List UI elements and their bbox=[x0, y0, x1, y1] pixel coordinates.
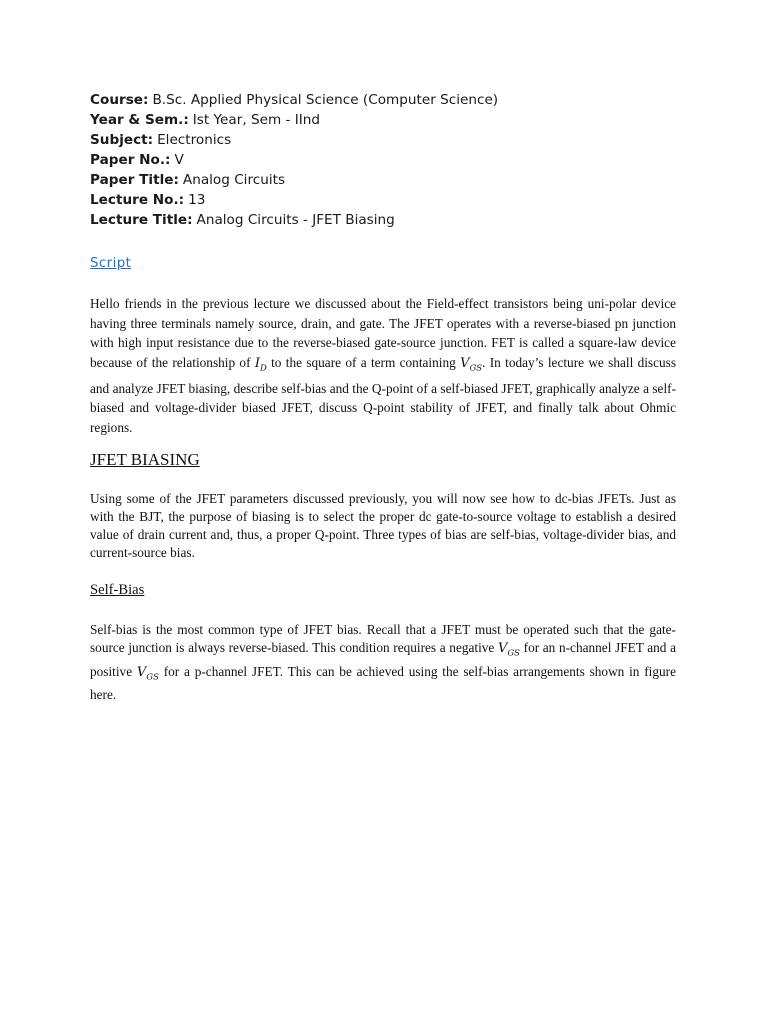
lecture-title-value: Analog Circuits - JFET Biasing bbox=[196, 212, 395, 228]
intro-text-part3: . In today’s lecture we shall discuss and analyze JFET biasing, describe self-bias and the Q-point of a self-biased JFET, graphically analyze a self-biased and voltage-divider biased JFET, discuss Q-point stability of JFET, and finally talk about Ohmic regions. bbox=[90, 354, 676, 435]
lecture-metadata bbox=[90, 90, 690, 230]
paper-title-value: Analog Circuits bbox=[182, 172, 286, 188]
lecture-no-label: Lecture No.: bbox=[90, 192, 185, 208]
subject-value: Electronics bbox=[157, 132, 232, 148]
self-bias-text-part2: for an n-channel JFET and a positive bbox=[90, 640, 676, 679]
script-link[interactable]: Script bbox=[90, 256, 132, 271]
subject-row bbox=[90, 130, 690, 150]
course-value: B.Sc. Applied Physical Science (Computer Science) bbox=[152, 92, 499, 108]
intro-paragraph bbox=[90, 294, 676, 437]
lecture-no-value: 13 bbox=[188, 192, 206, 208]
course-row bbox=[90, 90, 690, 110]
intro-text-part2: to the square of a term containing bbox=[266, 354, 461, 370]
self-bias-text-part1: Self-bias is the most common type of JFET bias. Recall that a JFET must be operated such that the gate-source junction is always reverse-biased. This condition requires a negative bbox=[90, 622, 676, 655]
paper-no-value: V bbox=[174, 152, 184, 168]
paper-title-row bbox=[90, 170, 690, 190]
intro-text-part1: Hello friends in the previous lecture we discussed about the Field-effect transistors being uni-polar device having three terminals namely source, drain, and gate. The JFET operates with a reverse-biased pn junction with high input resistance due to the reverse-biased gate-source junction. FET is called a square-law device because of the relationship of bbox=[90, 296, 676, 370]
lecture-no-row bbox=[90, 190, 690, 210]
vgs-symbol: $V_{GS}$ bbox=[497, 641, 520, 659]
jfet-biasing-paragraph: Using some of the JFET parameters discussed previously, you will now see how to dc-bias JFETs. Just as with the BJT, the purpose of biasing is to select the proper dc gate-to-source voltage to establish a desired value of drain current and, thus, a proper Q-point. Three types of bias are self-bias, voltage-divider bias, and current-source bias. bbox=[90, 491, 676, 560]
jfet-biasing-heading: JFET BIASING bbox=[90, 450, 200, 469]
lecture-title-row bbox=[90, 210, 690, 230]
paper-title-label: Paper Title: bbox=[90, 172, 179, 188]
year-sem-label: Year & Sem.: bbox=[90, 112, 189, 128]
paper-no-label: Paper No.: bbox=[90, 152, 171, 168]
subject-label: Subject: bbox=[90, 132, 154, 148]
year-sem-value: Ist Year, Sem - IInd bbox=[192, 112, 321, 128]
self-bias-paragraph bbox=[90, 621, 676, 704]
vgs-symbol: $V_{GS}$ bbox=[460, 355, 483, 374]
self-bias-text-part3: for a p-channel JFET. This can be achieved using the self-bias arrangements shown in figure here. bbox=[90, 663, 676, 703]
id-symbol: $I_D$ bbox=[254, 355, 267, 374]
paper-no-row bbox=[90, 150, 690, 170]
lecture-title-label: Lecture Title: bbox=[90, 212, 193, 228]
self-bias-heading: Self-Bias bbox=[90, 582, 145, 598]
year-sem-row bbox=[90, 110, 690, 130]
course-label: Course: bbox=[90, 92, 149, 108]
vgs-symbol: $V_{GS}$ bbox=[136, 664, 159, 683]
